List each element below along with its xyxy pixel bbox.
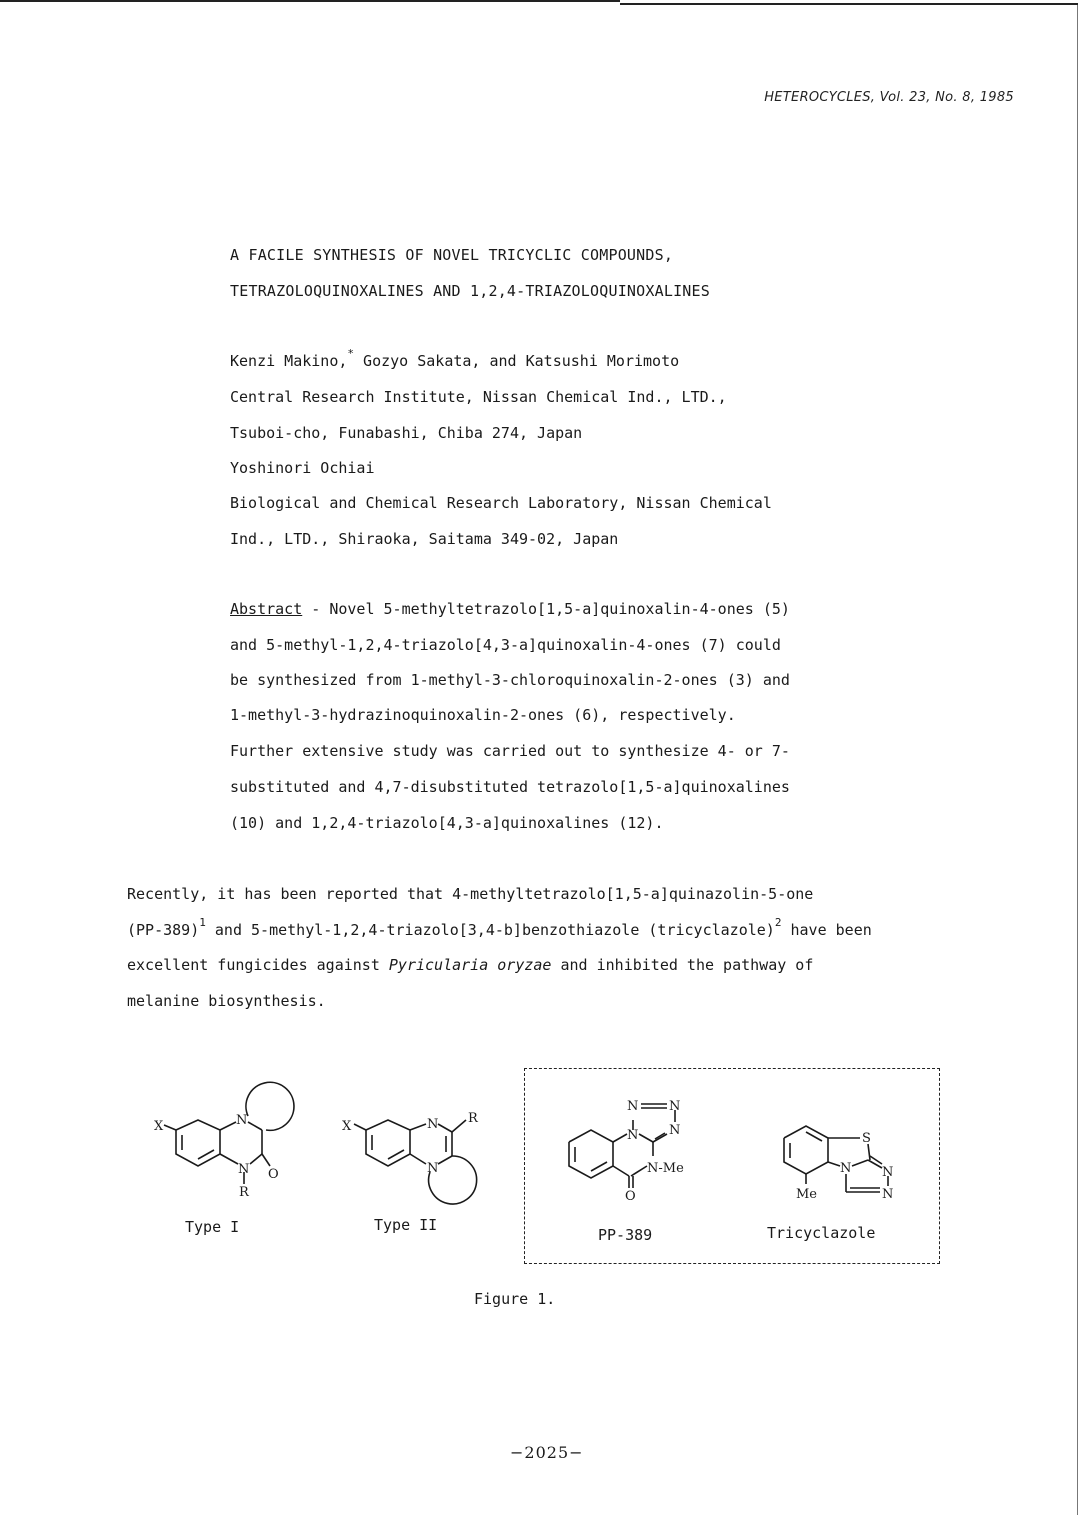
body-text: and 5-methyl-1,2,4-triazolo[3,4-b]benzothiazole (tricyclazole) <box>205 921 775 939</box>
s-atom: S <box>862 1131 871 1146</box>
body-text: have been <box>781 921 872 939</box>
title-line-2: TETRAZOLOQUINOXALINES AND 1,2,4-TRIAZOLOQUINOXALINES <box>230 282 710 300</box>
title-line-1: A FACILE SYNTHESIS OF NOVEL TRICYCLIC COMPOUNDS, <box>230 246 674 264</box>
bond <box>164 1125 176 1130</box>
bond <box>410 1154 426 1164</box>
bond <box>438 1156 452 1164</box>
n-atom: N <box>236 1113 248 1128</box>
bond <box>868 1144 870 1160</box>
bond <box>262 1154 270 1166</box>
scan-edge-right <box>1077 5 1078 1515</box>
scan-edge-top <box>0 0 620 2</box>
type-1-structure <box>140 1080 310 1210</box>
abstract-line-7: (10) and 1,2,4-triazolo[4,3-a]quinoxalines (12). <box>230 814 664 832</box>
abstract-line-6: substituted and 4,7-disubstituted tetrazolo[1,5-a]quinoxalines <box>230 778 790 796</box>
n-atom: N <box>427 1117 439 1132</box>
body-text: and inhibited the pathway of <box>551 956 814 974</box>
author-2: Yoshinori Ochiai <box>230 459 375 477</box>
body-text: excellent fungicides against <box>127 956 389 974</box>
bond <box>248 1122 262 1130</box>
body-text: (PP-389) <box>127 921 200 939</box>
type-2-structure <box>330 1100 500 1220</box>
bond <box>591 1162 607 1171</box>
reference-1: 1 <box>199 916 206 929</box>
bond <box>438 1124 452 1132</box>
bond <box>410 1124 426 1130</box>
o-atom: O <box>268 1167 279 1182</box>
bond <box>220 1154 238 1164</box>
abstract-line-2: and 5-methyl-1,2,4-triazolo[4,3-a]quinoxalin-4-ones (7) could <box>230 636 781 654</box>
author-names: Kenzi Makino, <box>230 352 348 370</box>
corresponding-asterisk: * <box>347 347 355 360</box>
bond <box>639 1134 653 1142</box>
affiliation-2-line-2: Ind., LTD., Shiraoka, Saitama 349-02, Japan <box>230 530 619 548</box>
abstract-label: Abstract <box>230 600 303 618</box>
bond <box>613 1134 627 1142</box>
bond <box>828 1162 840 1166</box>
n-atom: N <box>238 1162 250 1177</box>
me-group: Me <box>796 1187 818 1202</box>
n-atom: N <box>427 1161 439 1176</box>
x-substituent: X <box>342 1119 352 1134</box>
bond <box>452 1120 466 1132</box>
n-atom: N <box>882 1187 894 1202</box>
scan-edge-top-right <box>620 3 1078 5</box>
tricyclazole-label: Tricyclazole <box>767 1224 876 1242</box>
n-atom: N <box>840 1161 852 1176</box>
species-name: Pyricularia oryzae <box>388 956 552 974</box>
n-atom: N <box>627 1128 639 1143</box>
bond <box>198 1150 214 1159</box>
abstract-line-1 <box>230 600 790 618</box>
affiliation-1-line-1: Central Research Institute, Nissan Chemical Ind., LTD., <box>230 388 727 406</box>
author-line <box>230 347 680 370</box>
figure-caption: Figure 1. <box>474 1290 556 1308</box>
reference-2: 2 <box>774 916 782 929</box>
body-line-4: melanine biosynthesis. <box>127 992 326 1010</box>
tricyclazole-structure <box>770 1090 930 1210</box>
ring-arc <box>246 1082 294 1130</box>
affiliation-2-line-1: Biological and Chemical Research Laboratory, Nissan Chemical <box>230 494 772 512</box>
o-atom: O <box>625 1189 636 1204</box>
bond <box>250 1154 262 1164</box>
abstract-line-4: 1-methyl-3-hydrazinoquinoxalin-2-ones (6), respectively. <box>230 706 736 724</box>
n-atom: N <box>669 1099 681 1114</box>
r-substituent: R <box>468 1111 478 1126</box>
body-line-1: Recently, it has been reported that 4-methyltetrazolo[1,5-a]quinazolin-5-one <box>127 885 814 903</box>
abstract-line-5: Further extensive study was carried out to synthesize 4- or 7- <box>230 742 790 760</box>
abstract-line-3: be synthesized from 1-methyl-3-chloroquinoxalin-2-ones (3) and <box>230 671 790 689</box>
author-names-cont: Gozyo Sakata, and Katsushi Morimoto <box>354 352 680 370</box>
x-substituent: X <box>154 1119 164 1134</box>
bond <box>613 1166 629 1176</box>
n-atom: N <box>627 1099 639 1114</box>
type-2-label: Type II <box>374 1216 438 1234</box>
bond <box>388 1150 404 1159</box>
r-substituent: R <box>239 1185 249 1200</box>
n-atom: N <box>669 1123 681 1138</box>
affiliation-1-line-2: Tsuboi-cho, Funabashi, Chiba 274, Japan <box>230 424 583 442</box>
page-number: −2025− <box>510 1443 584 1462</box>
body-line-3 <box>127 956 813 974</box>
bond <box>868 1160 882 1168</box>
pp-389-label: PP-389 <box>598 1226 653 1244</box>
n-atom: N <box>882 1165 894 1180</box>
n-me-group: N-Me <box>647 1161 684 1176</box>
bond <box>354 1124 366 1130</box>
bond <box>852 1160 868 1166</box>
abstract-text: - Novel 5-methyltetrazolo[1,5-a]quinoxalin-4-ones (5) <box>302 600 790 618</box>
type-1-label: Type I <box>185 1218 240 1236</box>
bond <box>220 1122 236 1130</box>
bond <box>631 1166 647 1176</box>
journal-citation: HETEROCYCLES, Vol. 23, No. 8, 1985 <box>764 90 1014 105</box>
body-line-2 <box>127 916 872 939</box>
pp-389-structure <box>555 1090 715 1210</box>
